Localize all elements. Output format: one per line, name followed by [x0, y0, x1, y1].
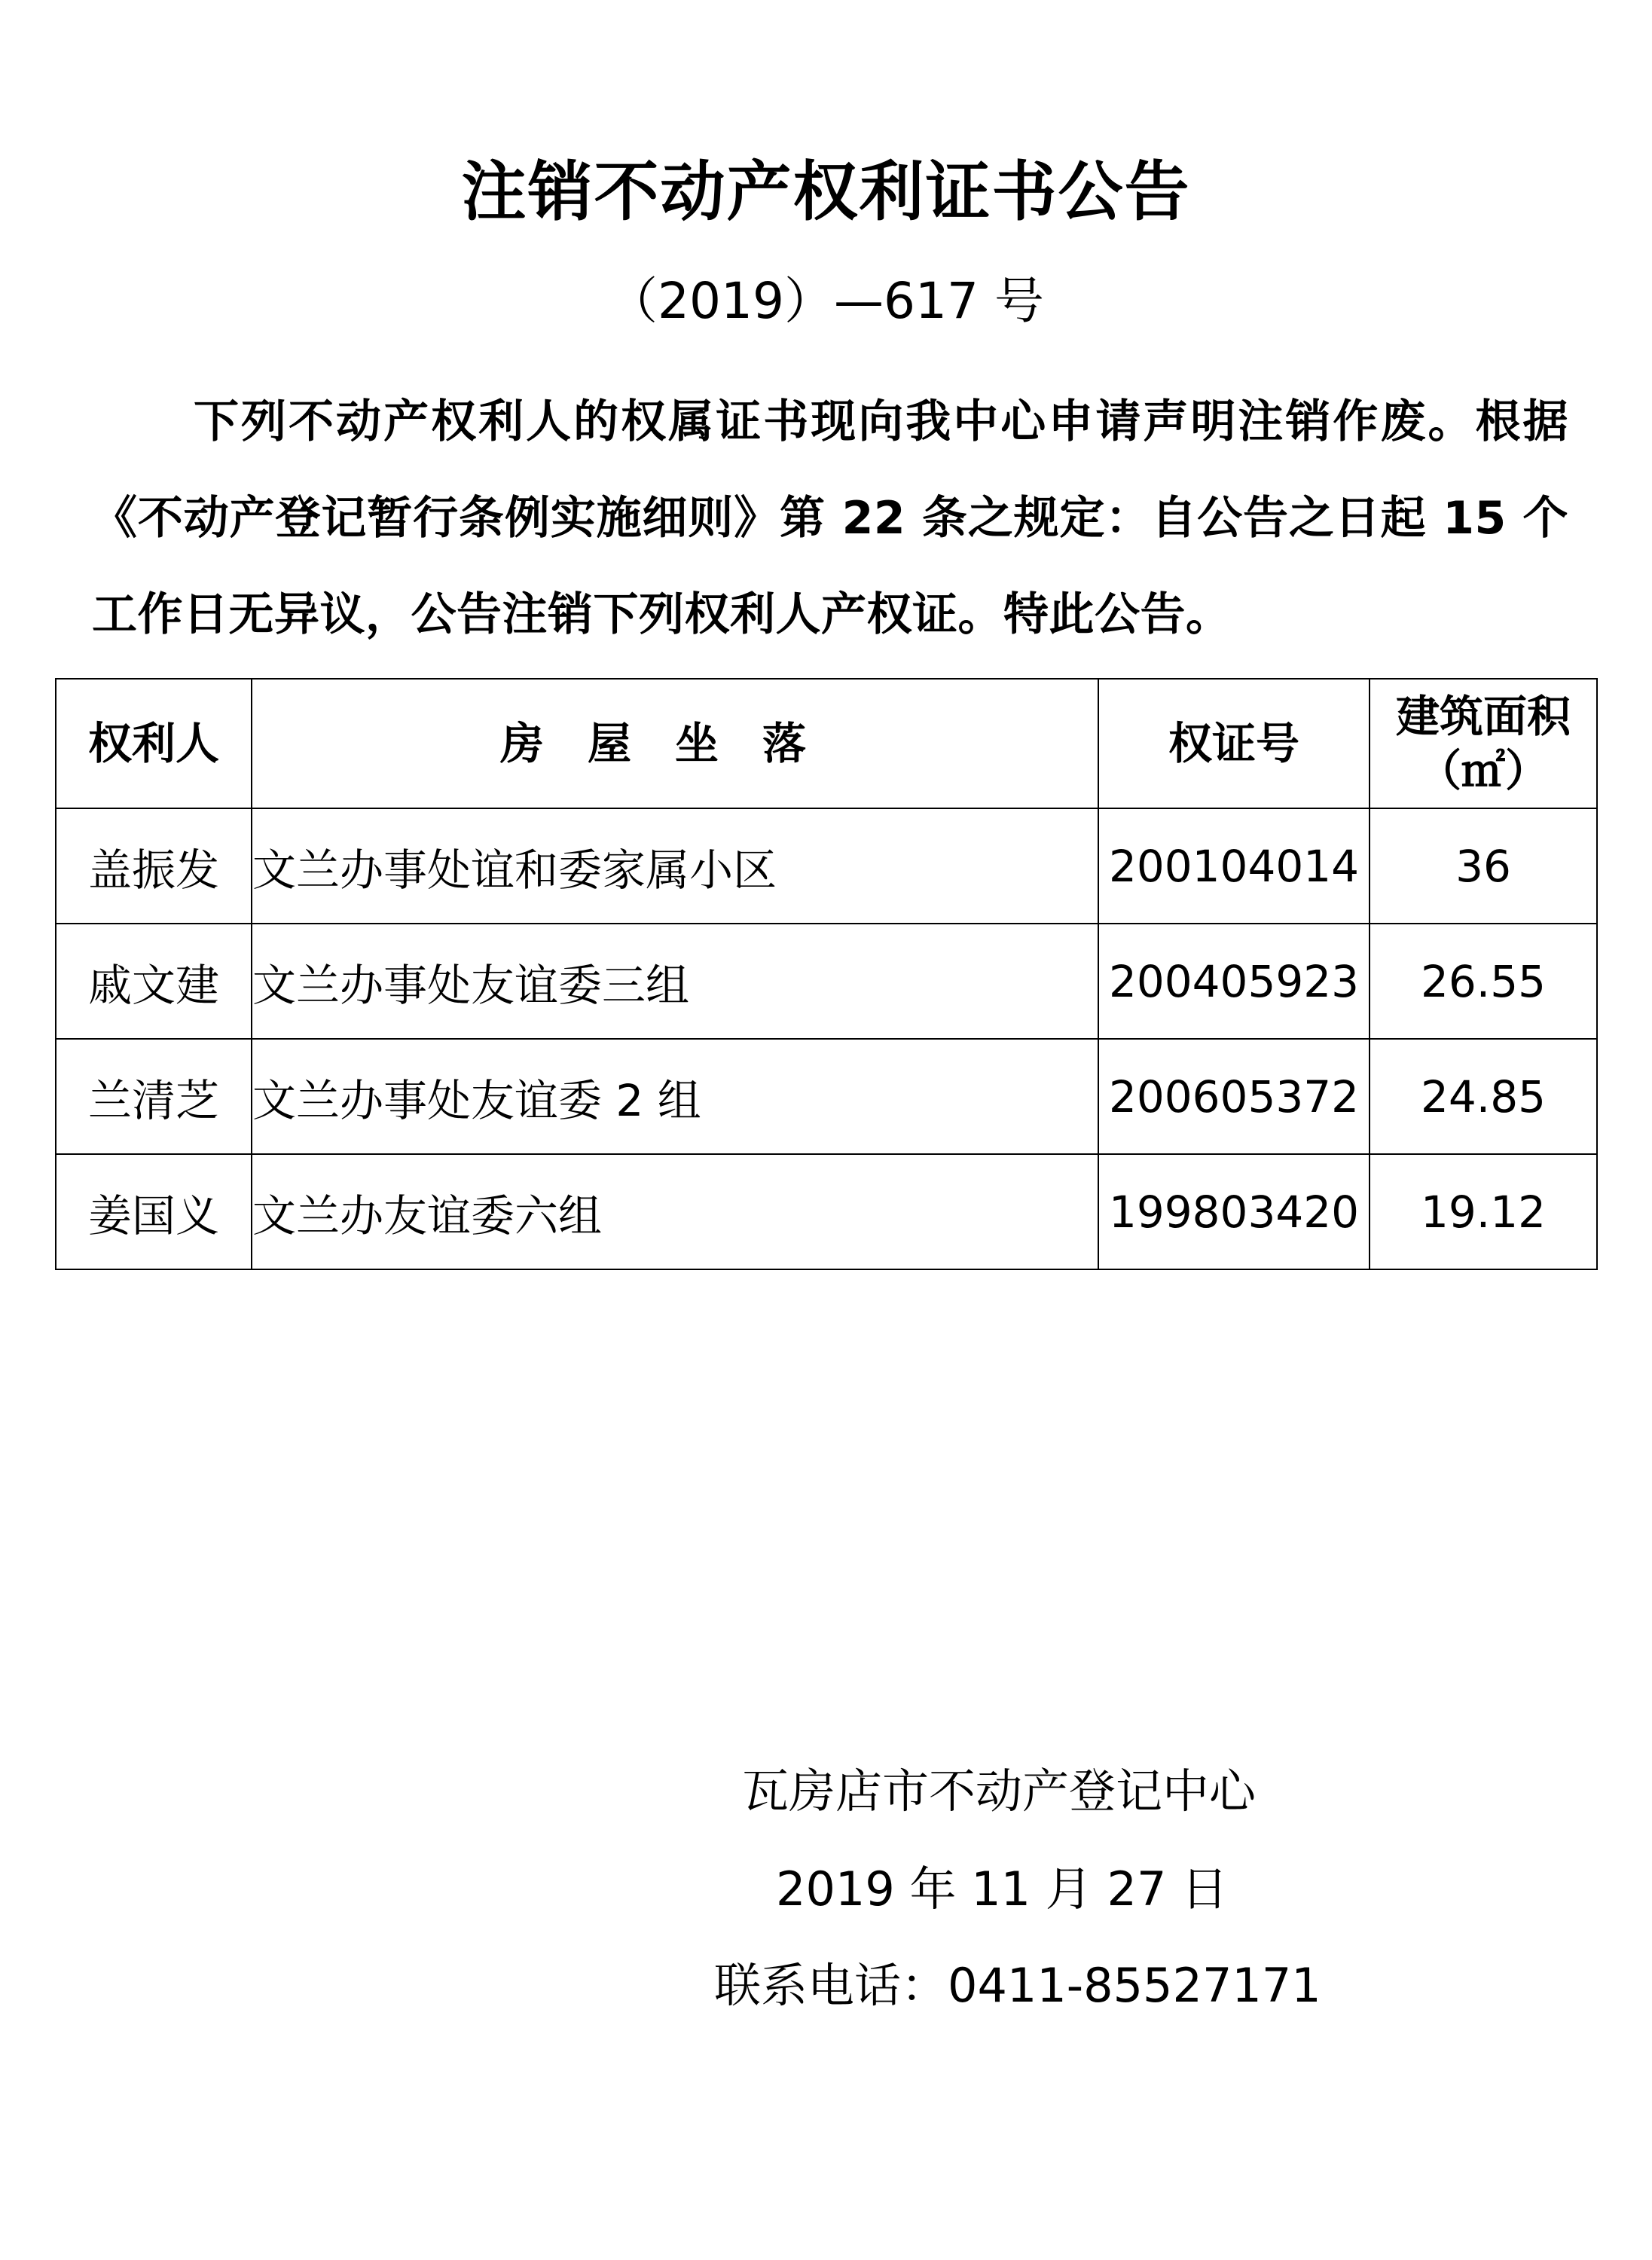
issue-date: 2019 年 11 月 27 日: [776, 1861, 1229, 1916]
certificate-table: [55, 678, 1598, 1270]
header-area-unit: （㎡）: [1417, 745, 1549, 796]
row-cert-no: 199803420: [1098, 1154, 1370, 1269]
header-area-label: 建筑面积: [1395, 691, 1571, 742]
row-cert-no: 200605372: [1098, 1039, 1370, 1154]
row-holder: 盖振发: [56, 808, 252, 924]
row-cert-no: 200104014: [1098, 808, 1370, 924]
row-address: 文兰办事处谊和委家属小区: [252, 808, 1098, 924]
row-address: 文兰办事处友谊委 2 组: [252, 1039, 1098, 1154]
table-row: [56, 808, 1597, 924]
row-area: 19.12: [1370, 1154, 1597, 1269]
row-holder: 兰清芝: [56, 1039, 252, 1154]
row-holder: 姜国义: [56, 1154, 252, 1269]
row-address: 文兰办友谊委六组: [252, 1154, 1098, 1269]
row-area: 36: [1370, 808, 1597, 924]
notice-body: 下列不动产权利人的权属证书现向我中心申请声明注销作废。根据《不动产登记暂行条例实施细则》第 22 条之规定：自公告之日起 15 个工作日无异议，公告注销下列权利人产权证。特此公告。: [92, 396, 1568, 641]
header-cert-no: 权证号: [1098, 679, 1370, 808]
row-holder: 戚文建: [56, 924, 252, 1039]
table-header-row: [56, 679, 1597, 808]
row-address: 文兰办事处友谊委三组: [252, 924, 1098, 1039]
contact-phone: 联系电话：0411-85527171: [714, 1958, 1321, 2013]
header-address: 房屋坐落: [252, 679, 1098, 808]
header-area: [1370, 679, 1597, 808]
table-row: [56, 1154, 1597, 1269]
issuing-organization: 瓦房店市不动产登记中心: [742, 1764, 1257, 1819]
table-row: [56, 1039, 1597, 1154]
notice-number: （2019）—617 号: [608, 272, 1044, 330]
table-row: [56, 924, 1597, 1039]
row-cert-no: 200405923: [1098, 924, 1370, 1039]
row-area: 26.55: [1370, 924, 1597, 1039]
row-area: 24.85: [1370, 1039, 1597, 1154]
notice-title: 注销不动产权利证书公告: [461, 154, 1191, 230]
header-holder: 权利人: [56, 679, 252, 808]
